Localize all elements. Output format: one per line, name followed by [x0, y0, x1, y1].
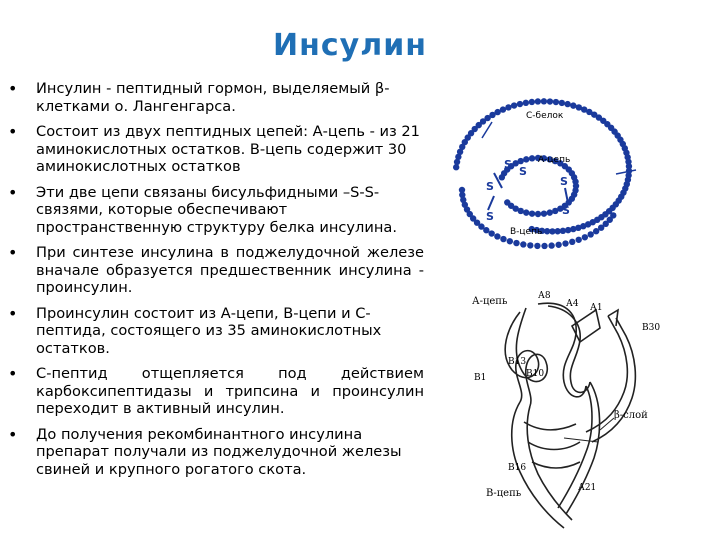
- bead: [500, 236, 506, 242]
- sulfur-label: S: [486, 180, 494, 193]
- b16-label: В16: [508, 463, 527, 473]
- bullet-icon: •: [8, 79, 18, 98]
- bead: [541, 210, 547, 216]
- bead: [552, 208, 558, 214]
- bead: [541, 98, 547, 104]
- bead: [488, 230, 494, 236]
- disulfide-bond: [488, 196, 494, 210]
- a4-label: А4: [566, 299, 579, 309]
- list-item: • Состоит из двух пептидных цепей: А-цепь - из 21 аминокислотных остатков. В-цепь содержит 30 аминокислотных остатков: [8, 122, 420, 175]
- bead: [547, 209, 553, 215]
- b-chain-label: В-цепь: [486, 488, 522, 499]
- bullet-icon: •: [8, 182, 18, 202]
- bead: [535, 211, 541, 217]
- sulfur-label: S: [504, 158, 512, 171]
- bead: [529, 155, 535, 161]
- bead: [582, 234, 588, 240]
- b13-label: В13: [508, 357, 527, 367]
- list-item: • До получения рекомбинантного инсулина препарат получали из поджелудочной железы свиней и крупного рогатого скота.: [8, 424, 402, 478]
- bead: [548, 242, 554, 248]
- bead: [529, 210, 535, 216]
- bead: [505, 104, 511, 110]
- bullet-list: [6, 80, 424, 486]
- a1-label: А1: [590, 303, 603, 313]
- insulin-3d-structure-diagram: [468, 282, 704, 532]
- sulfur-label: S: [519, 165, 527, 178]
- bead: [541, 243, 547, 249]
- bead: [569, 239, 575, 245]
- bead: [504, 199, 510, 205]
- bead: [518, 158, 524, 164]
- list-item: • Эти две цепи связаны бисульфидными –S-S- связями, которые обеспечивают пространственную структуру белка инсулина.: [8, 182, 397, 236]
- bullet-icon: •: [8, 424, 18, 444]
- bead: [494, 233, 500, 239]
- b1-label: В1: [474, 373, 487, 383]
- bullet-icon: •: [8, 303, 18, 323]
- bead: [517, 101, 523, 107]
- bead: [529, 99, 535, 105]
- bead: [513, 240, 519, 246]
- b30-label: В30: [642, 323, 661, 333]
- bead: [459, 187, 465, 193]
- bead: [593, 228, 599, 234]
- a-chain-label: А-цепь: [538, 155, 571, 165]
- page-title: Инсулин: [273, 28, 427, 63]
- bead: [500, 106, 506, 112]
- bead: [562, 240, 568, 246]
- bullet-icon: •: [8, 243, 18, 262]
- list-item: • С-пептид отщепляется под действием карбоксипептидазы и трипсина и проинсулин переходит в активный инсулин.: [8, 364, 424, 417]
- bullet-icon: •: [8, 122, 18, 141]
- bead: [523, 100, 529, 106]
- proinsulin-diagram: [430, 78, 656, 268]
- bead: [570, 102, 576, 108]
- bead: [534, 243, 540, 249]
- list-item: • При синтезе инсулина в поджелудочной железе вначале образуется предшественник инсулина - проинсулин.: [8, 243, 424, 296]
- pointer-line: [564, 438, 598, 442]
- bead: [523, 209, 529, 215]
- bead: [575, 237, 581, 243]
- sulfur-label: S: [560, 175, 568, 188]
- a8-label: А8: [538, 291, 551, 301]
- list-item: • Проинсулин состоит из А-цепи, В-цепи и С-пептида, состоящего из 35 аминокислотных остатков.: [8, 303, 382, 357]
- bead: [520, 241, 526, 247]
- bead: [527, 242, 533, 248]
- b10-label: В10: [526, 369, 545, 379]
- beta-layer-label: β-слой: [614, 410, 648, 421]
- bullet-icon: •: [8, 364, 18, 383]
- bead: [547, 98, 553, 104]
- bead: [523, 156, 529, 162]
- bead: [555, 242, 561, 248]
- bead: [511, 102, 517, 108]
- list-item: • Инсулин - пептидный гормон, выделяемый β-клетками о. Лангенгарса.: [8, 79, 390, 115]
- bead: [559, 100, 565, 106]
- bead: [553, 99, 559, 105]
- b-chain-label: В-цепь: [510, 227, 543, 237]
- sulfur-label: S: [562, 204, 570, 217]
- bead: [535, 98, 541, 104]
- a-chain-label: А-цепь: [472, 296, 508, 307]
- a21-label: А21: [578, 483, 597, 493]
- c-peptide-label: С-белок: [526, 111, 564, 121]
- sulfur-label: S: [486, 210, 494, 223]
- bead: [564, 101, 570, 107]
- bead: [588, 231, 594, 237]
- bead: [507, 238, 513, 244]
